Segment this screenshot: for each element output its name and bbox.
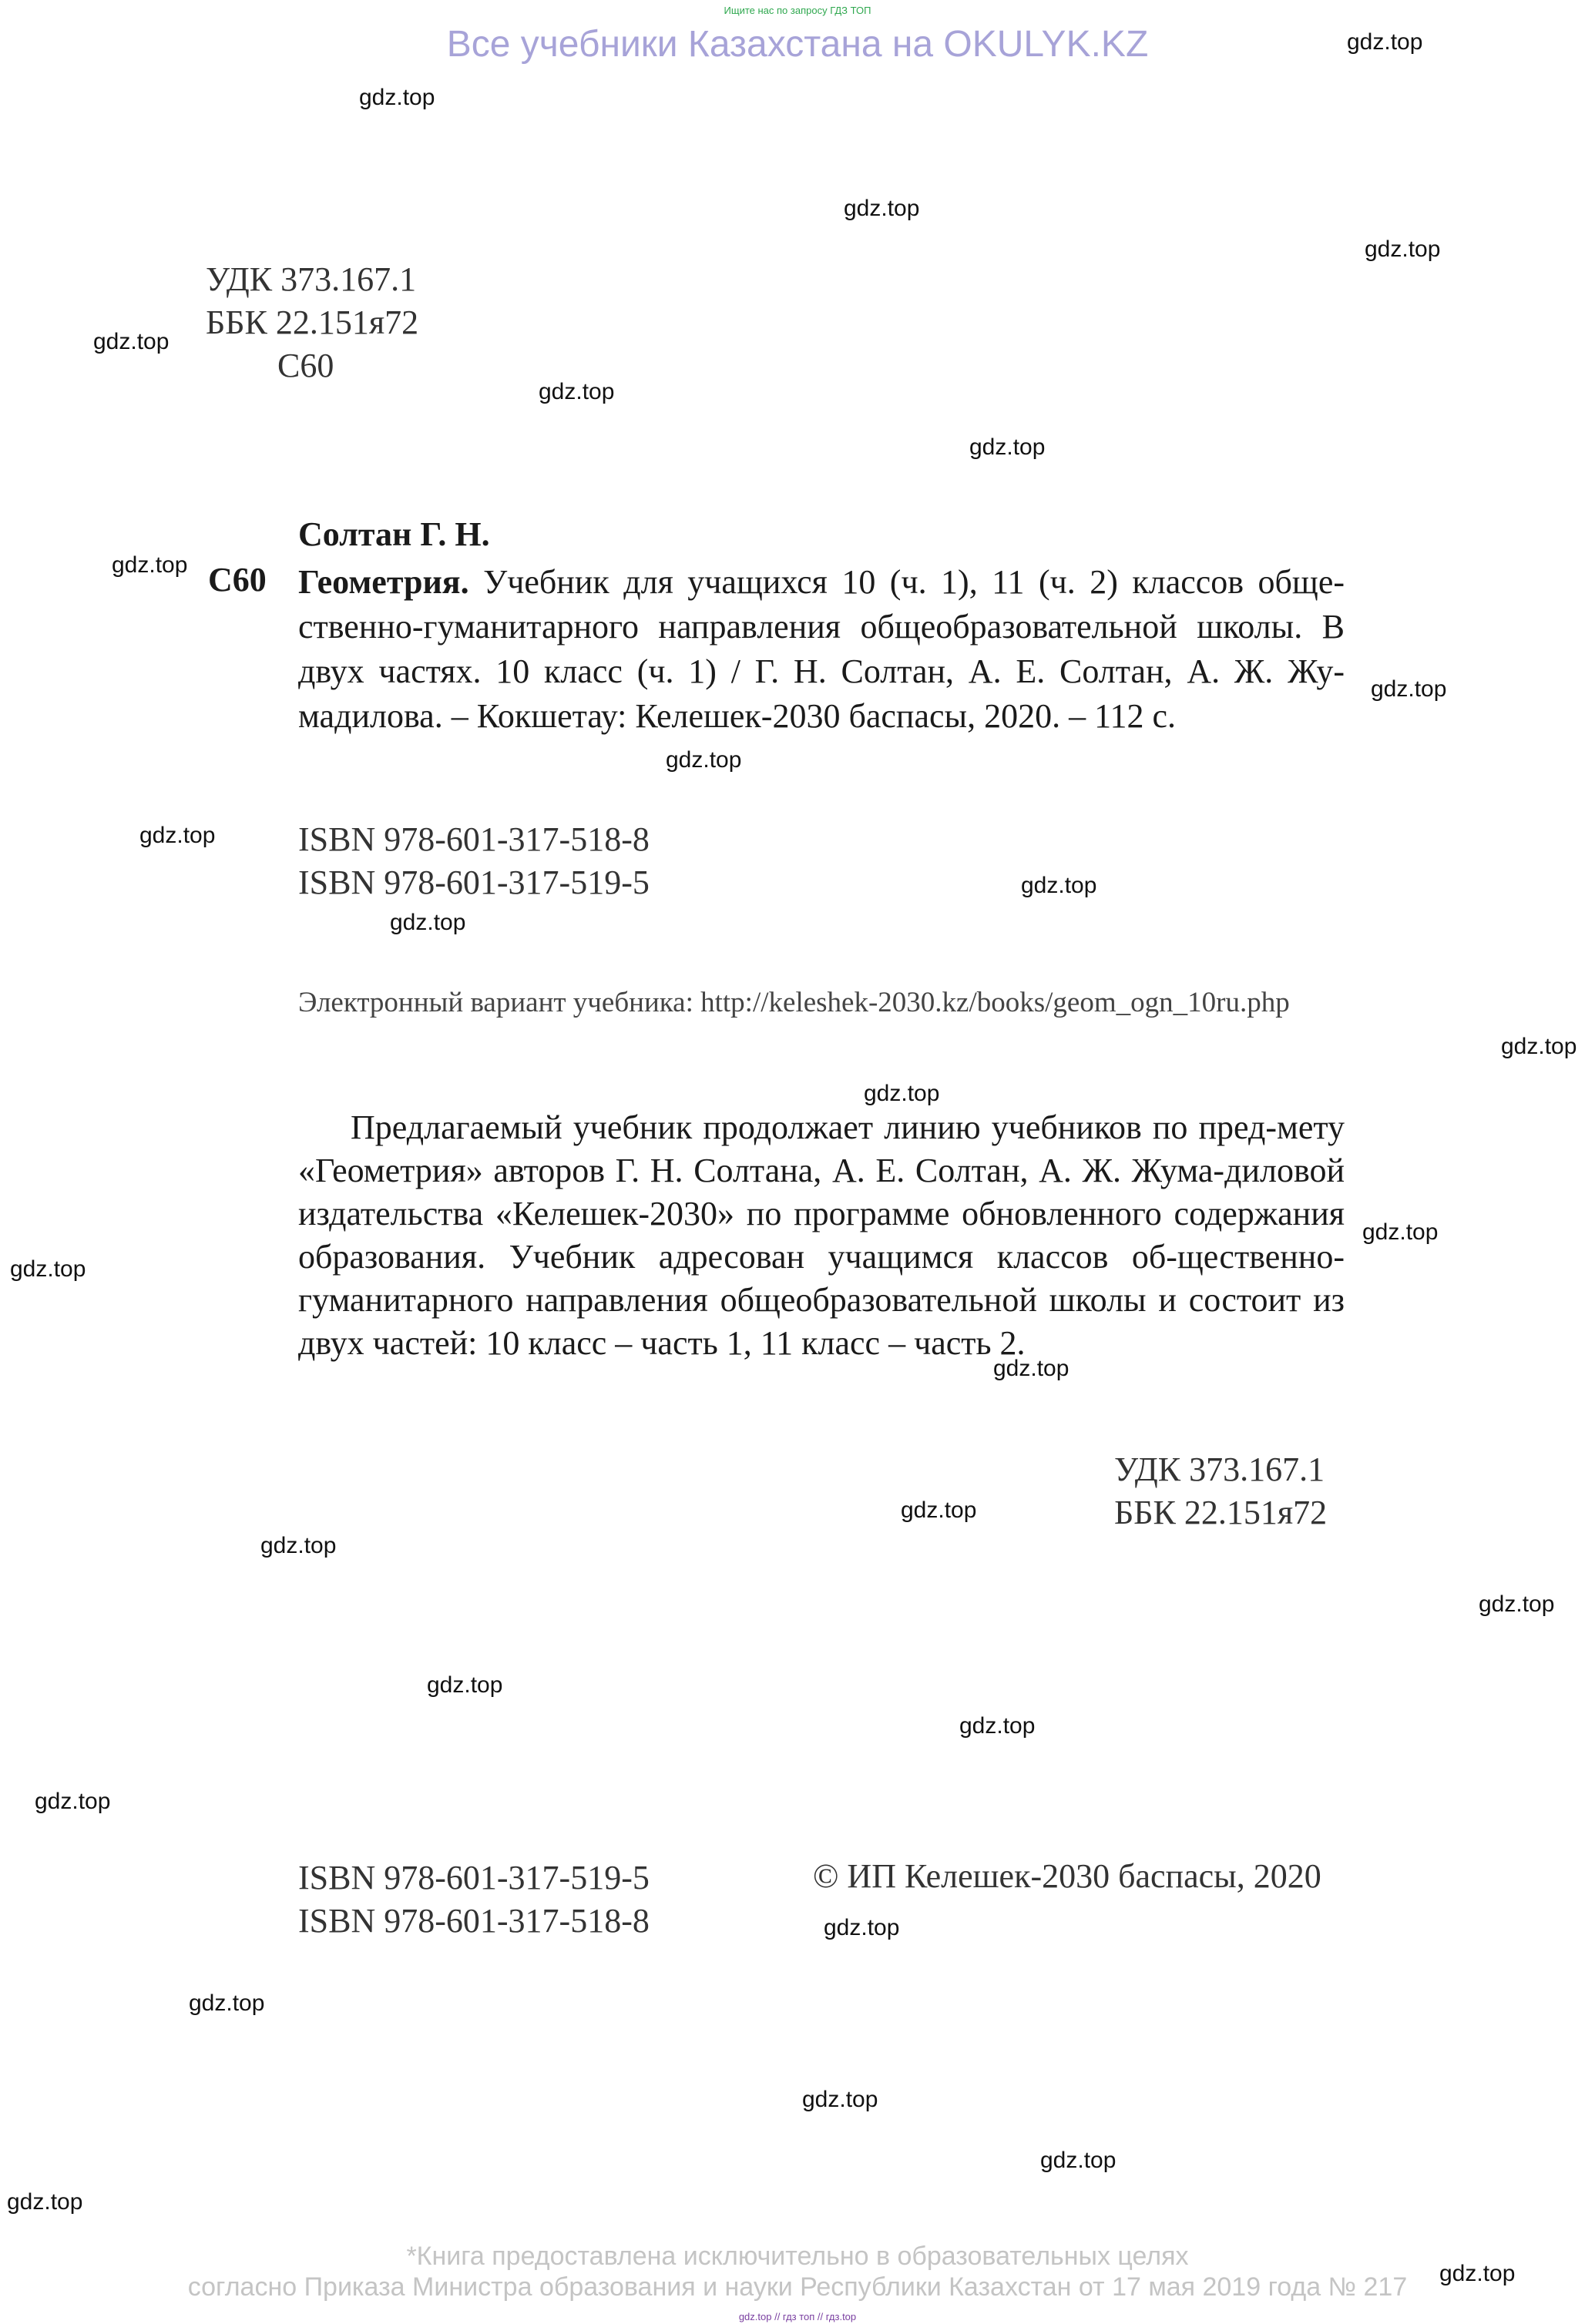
watermark: gdz.top	[1439, 2261, 1516, 2286]
watermark: gdz.top	[260, 1533, 337, 1558]
bbk-line: ББК 22.151я72	[206, 303, 419, 341]
footer-disclaimer-line1: *Книга предоставлена исключительно в образовательных целях	[406, 2242, 1189, 2271]
watermark: gdz.top	[844, 196, 920, 221]
watermark: gdz.top	[1371, 676, 1447, 702]
watermark: gdz.top	[824, 1915, 900, 1940]
watermark: gdz.top	[864, 1081, 940, 1106]
isbn-line: ISBN 978-601-317-519-5	[298, 864, 650, 901]
bibliographic-description	[298, 560, 1345, 739]
watermark: gdz.top	[390, 910, 466, 935]
watermark: gdz.top	[427, 1672, 503, 1698]
bbk-line: ББК 22.151я72	[1114, 1494, 1328, 1531]
udk-line: УДК 373.167.1	[206, 260, 417, 298]
isbn-block-top	[298, 818, 650, 904]
watermark: gdz.top	[93, 329, 170, 354]
book-title: Геометрия.	[298, 563, 469, 601]
watermark: gdz.top	[539, 379, 615, 404]
watermark: gdz.top	[1021, 873, 1097, 898]
isbn-line: ISBN 978-601-317-518-8	[298, 1902, 650, 1940]
watermark: gdz.top	[1362, 1219, 1439, 1245]
watermark: gdz.top	[7, 2189, 83, 2215]
annotation-paragraph: Предлагаемый учебник продолжает линию учебников по пред-мету «Геометрия» авторов Г. Н. Солтана, А. Е. Солтан, А. Ж. Жума-диловой издательства «Келешек-2030» по программе обновленного содержания образования. Учебник адресован учащимся классов об-щественно-гуманитарного направления общеобразовательной школы и состоит из двух частей: 10 класс – часть 1, 11 класс – часть 2.	[298, 1108, 1345, 1362]
author-name: Солтан Г. Н.	[298, 515, 490, 553]
watermark: gdz.top	[969, 434, 1046, 460]
watermark: gdz.top	[802, 2087, 878, 2112]
watermark: gdz.top	[1040, 2148, 1116, 2173]
watermark: gdz.top	[959, 1713, 1036, 1739]
watermark: gdz.top	[1501, 1034, 1577, 1059]
watermark: gdz.top	[993, 1356, 1069, 1381]
isbn-line: ISBN 978-601-317-519-5	[298, 1859, 650, 1896]
watermark: gdz.top	[666, 747, 742, 773]
watermark: gdz.top	[359, 85, 435, 110]
book-description: Учебник для учащихся 10 (ч. 1), 11 (ч. 2) классов обще-ственно-гуманитарного направления общеобразовательной школы. В двух частях. 10 класс (ч. 1) / Г. Н. Солтан, А. Е. Солтан, А. Ж. Жу-мадилова. – Кокшетау: Келешек-2030 баспасы, 2020. – 112 с.	[298, 563, 1345, 735]
watermark: gdz.top	[35, 1789, 111, 1814]
ebook-link-line[interactable]: Электронный вариант учебника: http://keleshek-2030.kz/books/geom_ogn_10ru.php	[298, 987, 1290, 1018]
footer-links[interactable]: gdz.top // гдз топ // гдз.top	[738, 2311, 857, 2322]
isbn-line: ISBN 978-601-317-518-8	[298, 820, 650, 858]
udk-line: УДК 373.167.1	[1114, 1450, 1325, 1488]
watermark: gdz.top	[901, 1497, 977, 1523]
watermark: gdz.top	[1479, 1591, 1555, 1617]
watermark: gdz.top	[1365, 236, 1441, 262]
footer-disclaimer-line2: согласно Приказа Министра образования и науки Республики Казахстан от 17 мая 2019 года № 217	[187, 2272, 1408, 2302]
watermark: gdz.top	[139, 823, 216, 848]
watermark: gdz.top	[1347, 29, 1423, 55]
watermark: gdz.top	[112, 552, 188, 578]
udk-block-bottom	[1114, 1448, 1327, 1534]
site-banner[interactable]: Все учебники Казахстана на OKULYK.KZ	[446, 24, 1149, 65]
top-search-note: Ищите нас по запросу ГДЗ ТОП	[724, 5, 871, 16]
author-mark: С60	[277, 347, 334, 384]
copyright-line: © ИП Келешек-2030 баспасы, 2020	[813, 1857, 1321, 1895]
watermark: gdz.top	[10, 1256, 86, 1282]
catalog-code: С60	[208, 561, 267, 599]
udk-block-top	[206, 258, 418, 387]
watermark: gdz.top	[189, 1990, 265, 2016]
isbn-block-bottom	[298, 1856, 650, 1943]
